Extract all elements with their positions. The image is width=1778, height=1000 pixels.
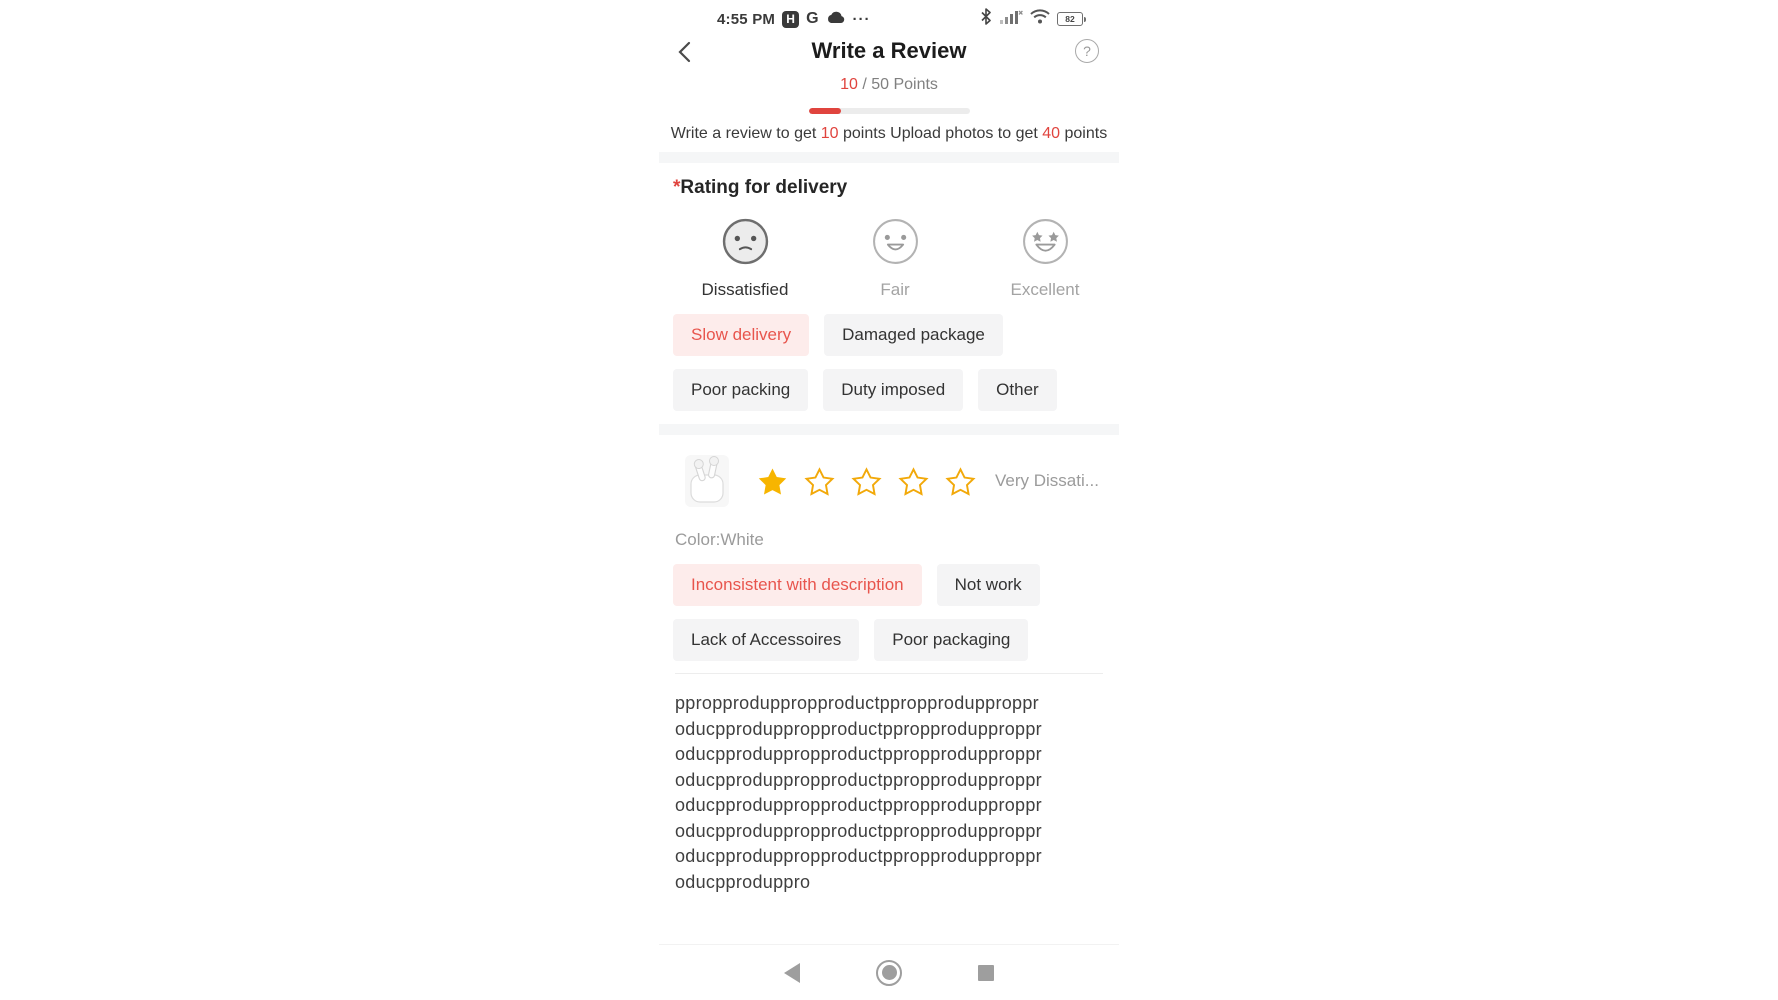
excellent-face-icon — [1021, 217, 1070, 271]
mood-label: Fair — [880, 280, 910, 299]
review-line: oducpproduppropproductppropprodupproppr — [675, 769, 1042, 790]
review-text-input[interactable] — [675, 691, 1103, 895]
android-nav-bar — [659, 944, 1119, 1000]
mood-excellent[interactable] — [989, 217, 1101, 300]
review-input-divider — [675, 673, 1103, 674]
h-app-icon: H — [782, 11, 799, 28]
product-review-tags — [659, 550, 1119, 661]
review-line: oducpproduppropproductppropprodupproppr — [675, 744, 1042, 764]
clock: 4:55 PM — [717, 10, 776, 28]
star-rating — [757, 467, 976, 496]
fair-face-icon — [871, 217, 920, 271]
wifi-icon — [1030, 9, 1050, 29]
tag-lack-of-accessoires[interactable]: Lack of Accessoires — [673, 619, 859, 661]
dissatisfied-face-icon — [721, 217, 770, 271]
nav-recents-icon[interactable] — [978, 965, 994, 981]
battery-icon: 82 — [1057, 12, 1083, 26]
tag-inconsistent-with-description[interactable]: Inconsistent with description — [673, 564, 922, 606]
review-line: oducpproduppro — [675, 871, 811, 892]
review-line: oducpproduppropproductppropprodupproppr — [675, 718, 1042, 739]
review-points-value: 10 — [820, 125, 839, 142]
points-progress-fill — [809, 108, 841, 114]
tag-slow-delivery[interactable]: Slow delivery — [673, 314, 809, 356]
star-2-empty[interactable] — [804, 467, 835, 496]
delivery-rating-title: *Rating for delivery — [673, 177, 848, 198]
nav-back-icon[interactable] — [784, 963, 800, 983]
product-thumbnail — [685, 455, 729, 507]
review-line: oducpproduppropproductppropprodupproppr — [675, 820, 1042, 841]
cellular-signal-icon — [999, 9, 1023, 30]
star-5-empty[interactable] — [945, 467, 976, 496]
header — [659, 32, 1119, 74]
delivery-tags — [659, 300, 1119, 411]
mood-label: Excellent — [1010, 280, 1080, 299]
mood-dissatisfied[interactable] — [689, 217, 801, 300]
more-notifications-icon: ··· — [852, 10, 871, 28]
star-3-empty[interactable] — [851, 467, 882, 496]
page-title: Write a Review — [811, 38, 967, 63]
review-line: oducpproduppropproductppropprodupproppr — [675, 846, 1042, 866]
g-app-icon: G — [806, 10, 819, 27]
product-variant: Color:White — [675, 530, 764, 549]
bluetooth-icon — [980, 8, 992, 30]
star-1-filled[interactable] — [757, 467, 788, 496]
star-4-empty[interactable] — [898, 467, 929, 496]
required-asterisk: * — [673, 177, 681, 198]
points-total: / 50 Points — [857, 76, 938, 93]
tag-not-work[interactable]: Not work — [937, 564, 1040, 606]
points-earned: 10 — [840, 76, 858, 93]
tag-poor-packaging[interactable]: Poor packaging — [874, 619, 1028, 661]
review-line: ppropproduppropproductppropprodupproppr — [675, 693, 1039, 713]
tag-poor-packing[interactable]: Poor packing — [673, 369, 808, 411]
review-line: oducpproduppropproductppropprodupproppr — [675, 795, 1042, 815]
delivery-mood-options — [659, 217, 1119, 300]
section-divider — [659, 424, 1119, 435]
help-icon[interactable]: ? — [1075, 39, 1099, 63]
cloud-notification-icon — [826, 10, 846, 29]
points-summary — [659, 76, 1119, 94]
incentive-text: Write a review to get 10 points Upload photos to get 40 points — [670, 125, 1108, 142]
points-progress-bar — [809, 108, 970, 114]
nav-home-icon[interactable] — [876, 960, 902, 986]
tag-damaged-package[interactable]: Damaged package — [824, 314, 1003, 356]
photo-points-value: 40 — [1042, 125, 1061, 142]
status-bar — [659, 0, 1119, 28]
mood-label: Dissatisfied — [701, 280, 789, 299]
tag-other[interactable]: Other — [978, 369, 1057, 411]
tag-duty-imposed[interactable]: Duty imposed — [823, 369, 963, 411]
product-rating-row — [685, 455, 1105, 507]
section-divider — [659, 152, 1119, 163]
rating-label: Very Dissati... — [995, 471, 1099, 490]
mood-fair[interactable] — [839, 217, 951, 300]
phone-screen — [659, 0, 1119, 1000]
